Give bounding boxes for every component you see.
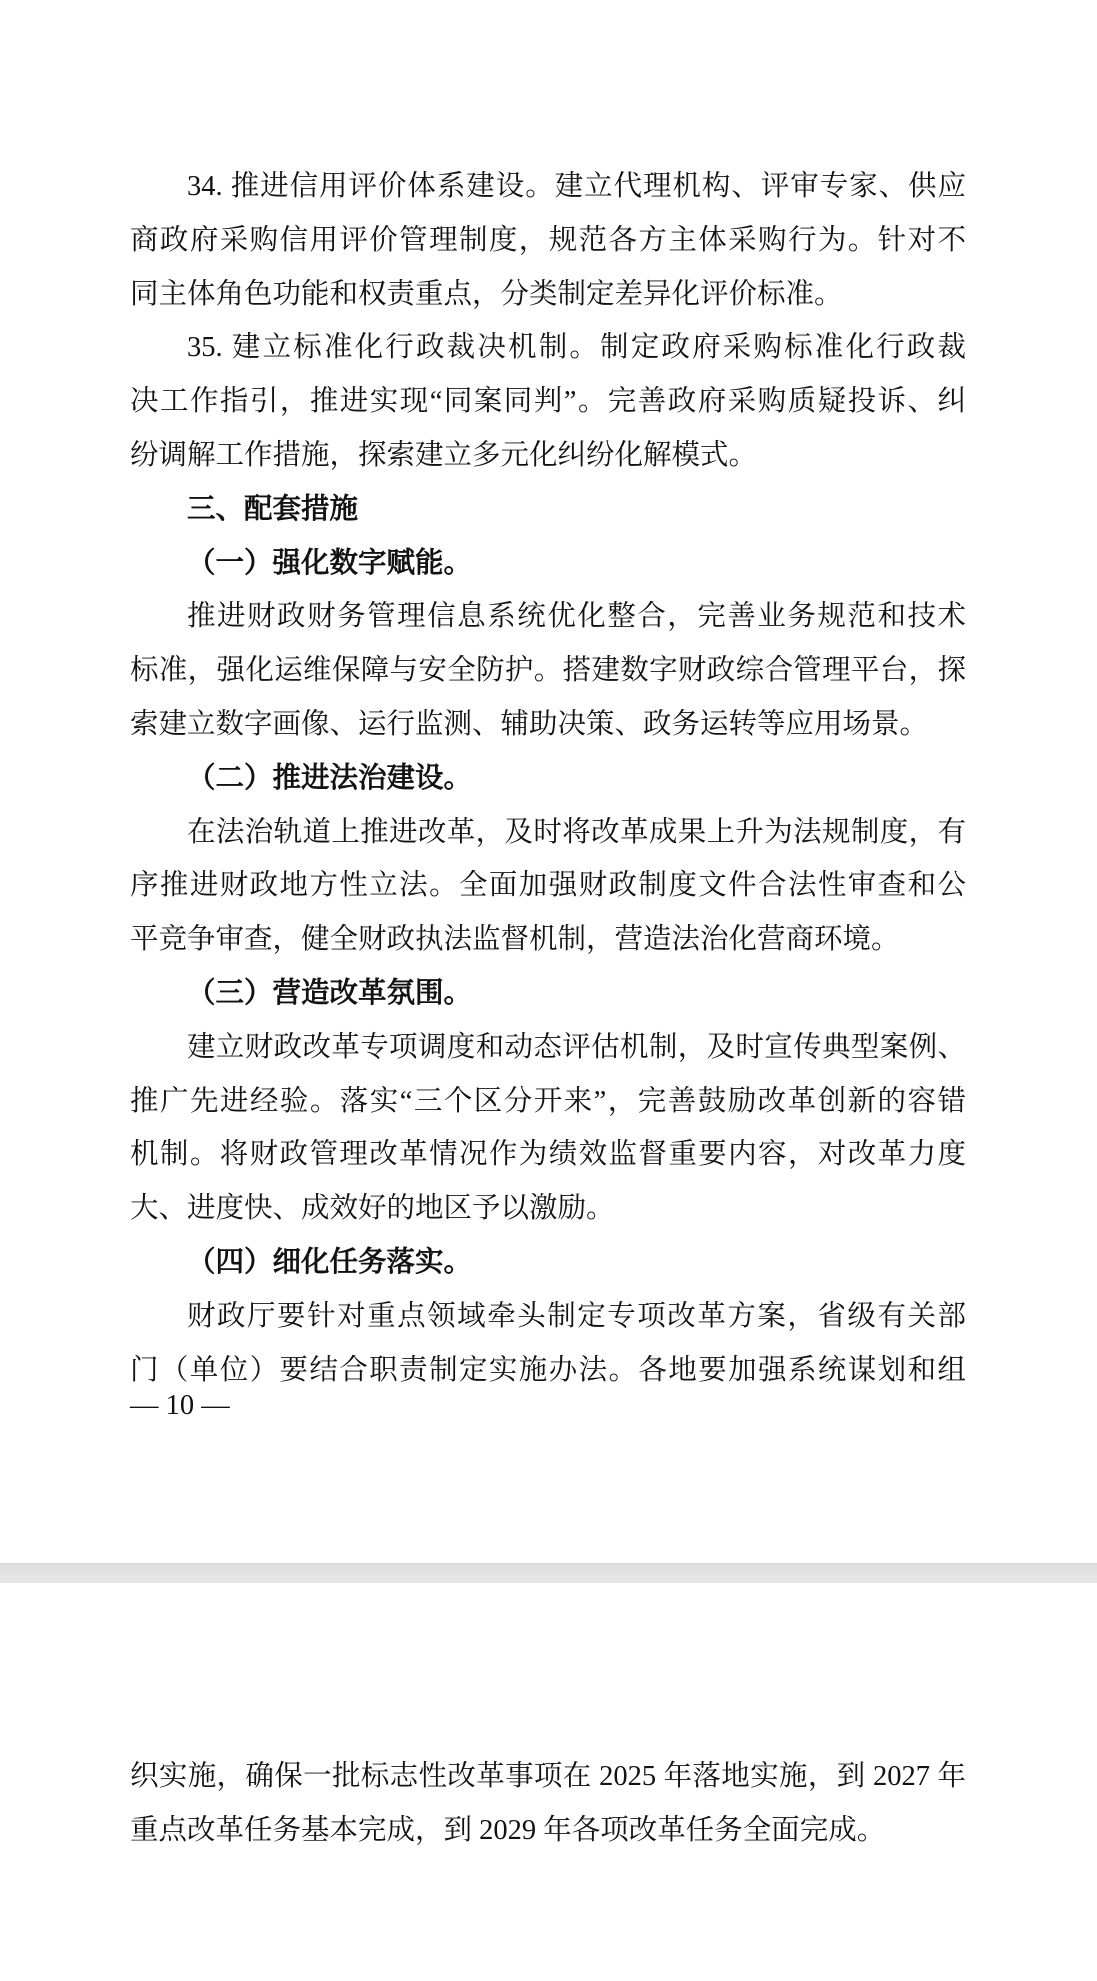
text-line: 索建立数字画像、运行监测、辅助决策、政务运转等应用场景。 [130,708,929,740]
text-line: 序推进财政地方性立法。全面加强财政制度文件合法性审查和公 [130,870,966,902]
text-line: 决工作指引，推进实现“同案同判”。完善政府采购质疑投诉、纠 [130,386,966,418]
text-line: 标准，强化运维保障与安全防护。搭建数字财政综合管理平台，探 [130,655,966,687]
text-line: 推广先进经验。落实“三个区分开来”，完善鼓励改革创新的容错 [130,1085,966,1117]
text-line: 纷调解工作措施，探索建立多元化纠纷化解模式。 [130,439,758,471]
text-line: 34. 推进信用评价体系建设。建立代理机构、评审专家、供应 [187,171,966,202]
subsection-heading: （二）推进法治建设。 [187,762,473,794]
page-gap-separator [0,1563,1097,1583]
text-line: 财政厅要针对重点领域牵头制定专项改革方案，省级有关部 [187,1300,966,1332]
text-line: 建立财政改革专项调度和动态评估机制，及时宣传典型案例、 [187,1031,966,1063]
text-line: 重点改革任务基本完成，到 2029 年各项改革任务全面完成。 [130,1814,886,1846]
text-line: 机制。将财政管理改革情况作为绩效监督重要内容，对改革力度 [130,1139,966,1171]
section-heading: 三、配套措施 [187,492,359,525]
subsection-heading: （三）营造改革氛围。 [187,977,473,1009]
text-line: 同主体角色功能和权责重点，分类制定差异化评价标准。 [130,278,843,310]
page-10-text-block [130,160,966,1397]
page-number: — 10 — [130,1390,230,1421]
subsection-heading: （一）强化数字赋能。 [187,547,473,579]
text-line: 35. 建立标准化行政裁决机制。制定政府采购标准化行政裁 [187,332,966,364]
page-11-text-block [130,1750,966,1858]
text-line: 推进财政财务管理信息系统优化整合，完善业务规范和技术 [187,601,966,633]
text-line: 织实施，确保一批标志性改革事项在 2025 年落地实施，到 2027 年 [130,1761,966,1792]
subsection-heading: （四）细化任务落实。 [187,1246,473,1278]
text-line: 大、进度快、成效好的地区予以激励。 [130,1193,615,1225]
text-line: 门（单位）要结合职责制定实施办法。各地要加强系统谋划和组 [130,1354,966,1386]
text-line: 在法治轨道上推进改革，及时将改革成果上升为法规制度，有 [187,816,966,848]
text-line: 商政府采购信用评价管理制度，规范各方主体采购行为。针对不 [130,224,966,256]
text-line: 平竞争审查，健全财政执法监督机制，营造法治化营商环境。 [130,924,900,956]
